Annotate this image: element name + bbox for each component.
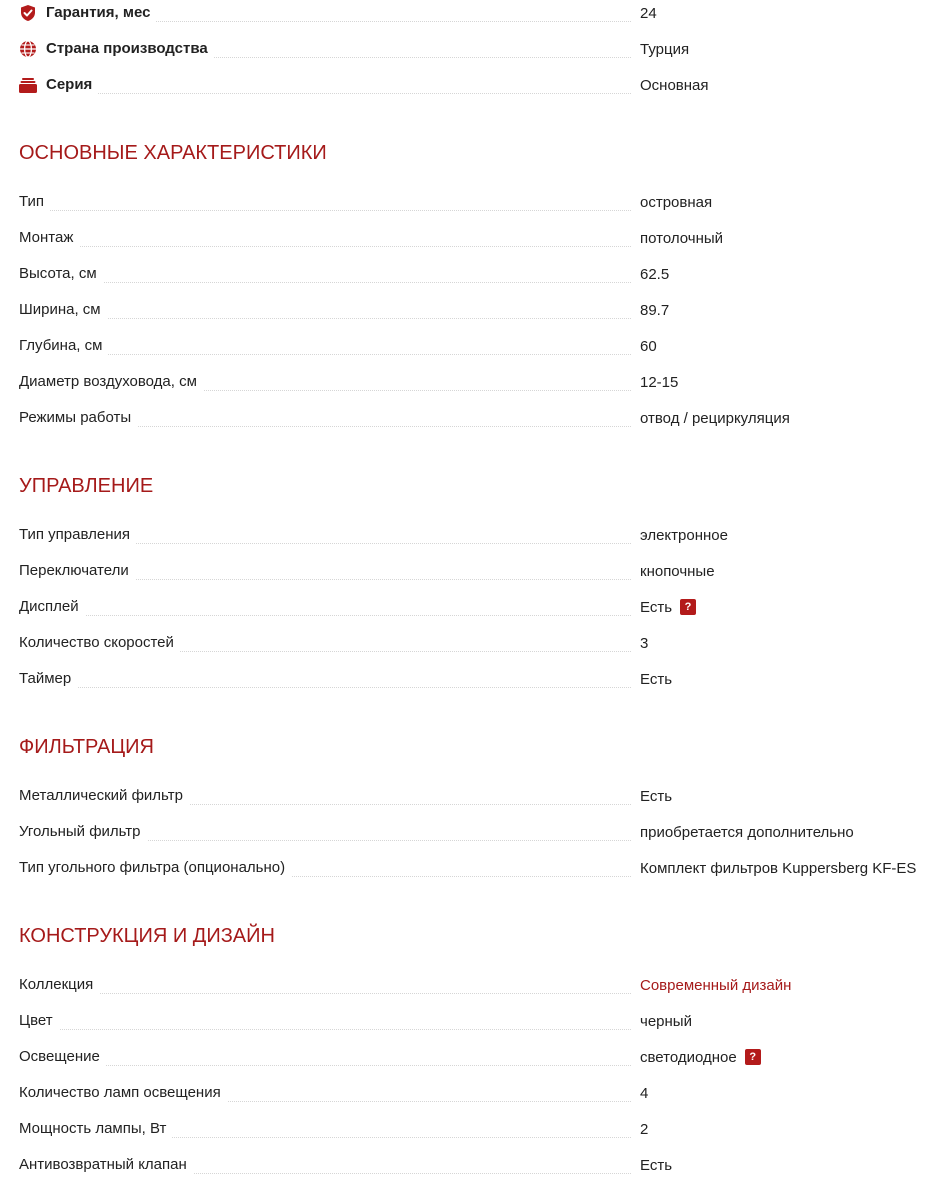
collection-link[interactable]: Современный дизайн [640, 976, 792, 994]
spec-row [19, 973, 937, 997]
spec-row [19, 190, 937, 214]
spec-label [19, 784, 631, 808]
spec-label [19, 523, 631, 547]
spec-label-text: Глубина, см [19, 334, 108, 358]
shield-check-icon [19, 4, 37, 22]
spec-row-warranty [19, 1, 937, 25]
spec-row [19, 262, 937, 286]
spec-label [19, 631, 631, 655]
spec-label [19, 820, 631, 844]
spec-row [19, 523, 937, 547]
spec-value: Есть [640, 1156, 673, 1174]
spec-label [19, 1045, 631, 1069]
spec-value: Есть [640, 787, 673, 805]
dotted-leader [19, 1029, 631, 1030]
globe-icon [19, 40, 37, 58]
spec-label [19, 406, 631, 430]
spec-label-text: Страна производства [19, 37, 214, 61]
spec-row [19, 559, 937, 583]
spec-label-text: Количество ламп освещения [19, 1081, 227, 1105]
spec-label-text: Высота, см [19, 262, 103, 286]
spec-row [19, 1117, 937, 1141]
spec-label [19, 1009, 631, 1033]
spec-value: Комплект фильтров Kuppersberg KF-ES [640, 859, 917, 877]
section-title-design: КОНСТРУКЦИЯ И ДИЗАЙН [19, 925, 275, 947]
spec-value: черный [640, 1012, 692, 1030]
spec-value: Турция [640, 40, 690, 58]
spec-value [640, 595, 696, 619]
spec-label [19, 667, 631, 691]
spec-value-text: Есть [640, 598, 673, 616]
spec-label [19, 1153, 631, 1177]
spec-value: 24 [640, 4, 657, 22]
section-title-main-specs: ОСНОВНЫЕ ХАРАКТЕРИСТИКИ [19, 142, 327, 164]
spec-label-text: Дисплей [19, 595, 85, 619]
dotted-leader [19, 246, 631, 247]
spec-row [19, 1153, 937, 1177]
spec-label [19, 37, 631, 61]
spec-row [19, 1081, 937, 1105]
spec-value: Есть [640, 670, 673, 688]
spec-value: Основная [640, 76, 709, 94]
spec-row [19, 406, 937, 430]
spec-label-text: Угольный фильтр [19, 820, 147, 844]
spec-value: 60 [640, 337, 657, 355]
spec-value: 89.7 [640, 301, 670, 319]
spec-label-text: Серия [19, 73, 98, 97]
spec-label-text: Тип [19, 190, 50, 214]
spec-label-text: Количество скоростей [19, 631, 180, 655]
spec-value: 12-15 [640, 373, 679, 391]
spec-row [19, 595, 937, 619]
dotted-leader [19, 282, 631, 283]
spec-value: 3 [640, 634, 649, 652]
section-title-control: УПРАВЛЕНИЕ [19, 475, 154, 497]
spec-row [19, 667, 937, 691]
spec-label [19, 298, 631, 322]
spec-label [19, 73, 631, 97]
spec-label [19, 1117, 631, 1141]
dotted-leader [19, 210, 631, 211]
dotted-leader [19, 1065, 631, 1066]
spec-row [19, 784, 937, 808]
spec-label-text: Таймер [19, 667, 77, 691]
dotted-leader [19, 993, 631, 994]
spec-value: островная [640, 193, 713, 211]
spec-label-text: Режимы работы [19, 406, 137, 430]
spec-label [19, 1, 631, 25]
spec-label [19, 973, 631, 997]
spec-label-text: Тип угольного фильтра (опционально) [19, 856, 291, 880]
spec-row-series [19, 73, 937, 97]
spec-label [19, 190, 631, 214]
spec-label [19, 1081, 631, 1105]
series-stack-icon [19, 76, 37, 94]
spec-value: потолочный [640, 229, 724, 247]
spec-row [19, 226, 937, 250]
spec-label-text: Коллекция [19, 973, 99, 997]
spec-label [19, 559, 631, 583]
spec-row [19, 856, 937, 880]
spec-label-text: Освещение [19, 1045, 106, 1069]
spec-row [19, 1045, 937, 1069]
spec-label [19, 334, 631, 358]
dotted-leader [19, 615, 631, 616]
spec-value [640, 1045, 761, 1069]
section-title-filtration: ФИЛЬТРАЦИЯ [19, 736, 154, 758]
spec-label-text: Переключатели [19, 559, 135, 583]
dotted-leader [19, 93, 631, 94]
spec-label-text: Мощность лампы, Вт [19, 1117, 172, 1141]
spec-label [19, 370, 631, 394]
spec-value: 2 [640, 1120, 649, 1138]
spec-value: приобретается дополнительно [640, 823, 854, 841]
spec-value: 62.5 [640, 265, 670, 283]
spec-label-text: Диаметр воздуховода, см [19, 370, 203, 394]
dotted-leader [19, 318, 631, 319]
spec-label-text: Ширина, см [19, 298, 107, 322]
spec-row [19, 370, 937, 394]
spec-value: кнопочные [640, 562, 715, 580]
spec-label-text: Металлический фильтр [19, 784, 189, 808]
spec-value: 4 [640, 1084, 649, 1102]
dotted-leader [19, 354, 631, 355]
spec-row [19, 334, 937, 358]
spec-label-text: Гарантия, мес [19, 1, 156, 25]
dotted-leader [19, 687, 631, 688]
spec-value: отвод / рециркуляция [640, 409, 790, 427]
help-icon[interactable]: ? [680, 599, 696, 615]
spec-row [19, 1009, 937, 1033]
spec-label-text: Тип управления [19, 523, 136, 547]
help-icon[interactable]: ? [745, 1049, 761, 1065]
spec-label [19, 226, 631, 250]
spec-row [19, 820, 937, 844]
spec-row [19, 298, 937, 322]
spec-label [19, 595, 631, 619]
spec-value: электронное [640, 526, 728, 544]
spec-label-text: Антивозвратный клапан [19, 1153, 193, 1177]
spec-label [19, 262, 631, 286]
spec-row [19, 631, 937, 655]
spec-label-text: Цвет [19, 1009, 59, 1033]
spec-label [19, 856, 631, 880]
spec-value-text: светодиодное [640, 1048, 737, 1066]
spec-row-country [19, 37, 937, 61]
spec-label-text: Монтаж [19, 226, 79, 250]
